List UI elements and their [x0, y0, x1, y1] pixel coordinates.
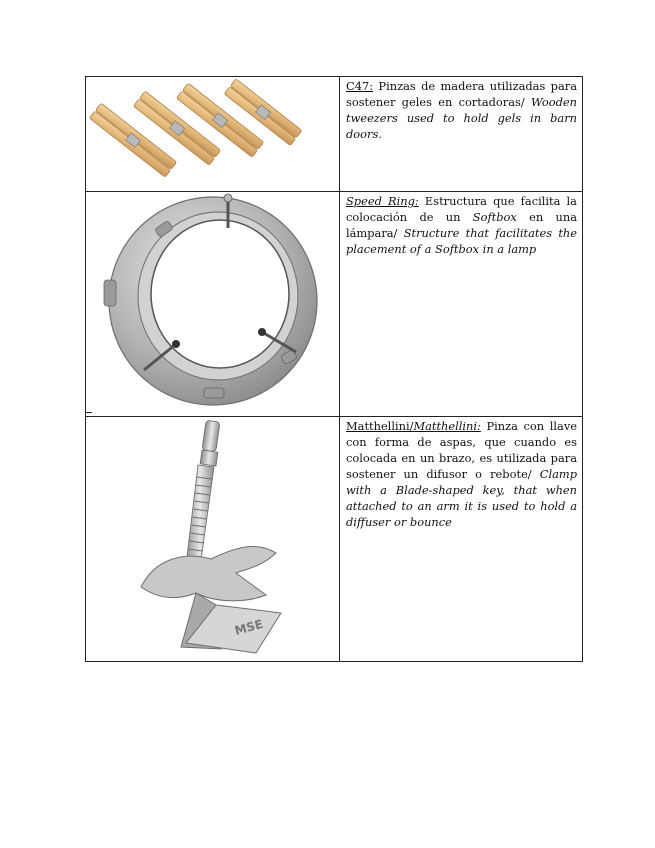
wooden-clothespins-icon — [86, 77, 339, 190]
term-matthellini — [346, 419, 481, 433]
matthellini-spanish-text: Pinza con llave con forma de aspas, que cuando es colocada en un brazo, es utilizada para sostener un difusor o rebote/ — [346, 419, 577, 481]
term-matthellini-en: Matthellini: — [413, 419, 481, 433]
c47-english-text: Wooden tweezers used to hold gels in barn doors. — [346, 95, 578, 141]
term-c47: C47: — [346, 79, 374, 93]
term-speed-ring: Speed Ring: — [346, 194, 419, 208]
speed-ring-spanish-text-b: en una lámpara/ — [346, 210, 577, 240]
table-row — [86, 77, 583, 192]
speed-ring-spanish-text-a: Estructura que facilita la colocación de un — [346, 194, 577, 224]
speed-ring-image-cell — [86, 192, 340, 417]
speed-ring-icon — [86, 192, 339, 415]
speed-ring-english-text: Structure that facilitates the placement of a Softbox in a lamp — [346, 226, 577, 256]
matthellini-image-cell — [86, 417, 340, 662]
speed-ring-description — [340, 192, 583, 417]
glossary-table — [85, 76, 583, 662]
row-divider-mark — [85, 76, 92, 77]
speed-ring-spanish-term: Softbox — [472, 210, 517, 224]
c47-description — [340, 77, 583, 192]
mse-logo: MSE — [233, 616, 265, 638]
row-divider-mark — [85, 412, 92, 413]
matthellini-description — [340, 417, 583, 662]
table-row — [86, 417, 583, 662]
table-row — [86, 192, 583, 417]
matthellini-clamp-icon — [86, 417, 339, 660]
term-matthellini-es: Matthellini/ — [346, 419, 414, 433]
matthellini-english-text: Clamp with a Blade-shaped key, that when attached to an arm it is used to hold a diffuser or bounce — [346, 467, 577, 529]
c47-image-cell — [86, 77, 340, 192]
c47-spanish-text: Pinzas de madera utilizadas para sostener geles en cortadoras/ — [346, 79, 577, 109]
